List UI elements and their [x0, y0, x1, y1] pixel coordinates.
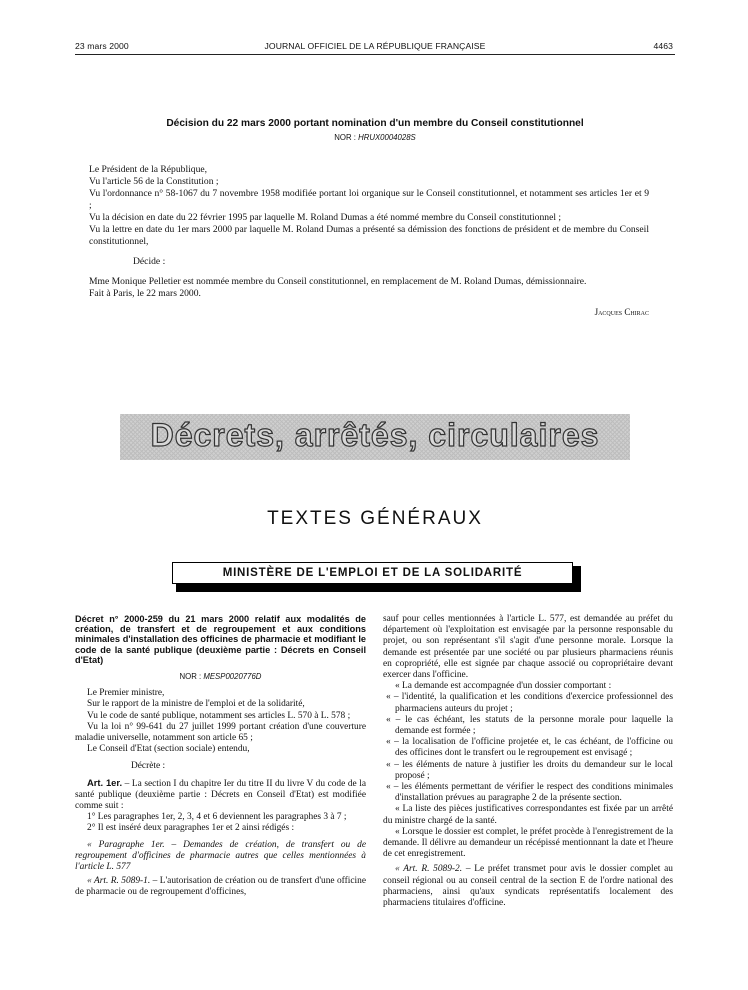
right-para: « Lorsque le dossier est complet, le préfet procède à l'enregistrement de la demande. Il délivre au demandeur un récépissé mentionnant la date et l'heure de cet enregistrement. — [383, 826, 673, 860]
decret-art-r5089-1-label: « Art. R. 5089-1. — [87, 876, 151, 887]
decision-nor — [80, 133, 670, 142]
decision-fait: Fait à Paris, le 22 mars 2000. — [89, 288, 201, 299]
decision-line: Vu la lettre en date du 1er mars 2000 par laquelle M. Roland Dumas a présenté sa démission des fonctions de président et de membre du Conseil constitutionnel, — [89, 224, 649, 247]
decret-title: Décret n° 2000-259 du 21 mars 2000 relatif aux modalités de création, de transfert et de regroupement et aux conditions minimales d'installation des officines de pharmacie et modifiant le code de la santé publique (deuxième partie : Décrets en Conseil d'Etat) — [75, 614, 366, 665]
header-journal-title: JOURNAL OFFICIEL DE LA RÉPUBLIQUE FRANÇAISE — [264, 41, 486, 51]
decret-nor-value: MESP0020776D — [203, 672, 262, 682]
decret-point2: 2° Il est inséré deux paragraphes 1er et 2 ainsi rédigés : — [87, 823, 295, 834]
right-para: sauf pour celles mentionnées à l'article L. 577, est demandée au préfet du département où l'exploitation est envisagée par la personne responsable du projet, ou son représentant s'il s'agit d'une personne morale. Lorsque la demande est présentée par une société ou par plusieurs pharmaciens réunis en copropriété, elle est signée par chaque associé ou copropriétaire devant exercer dans l'officine. — [383, 614, 673, 681]
decret-art-r5089-2-text: – Le préfet transmet pour avis le dossier complet au conseil régional ou au conseil central de la section E de l'ordre national des pharmaciens, ainsi qu'aux syndicats représentatifs localement des pharmaciens titulaires d'officine. — [383, 864, 673, 909]
bullet-item: « – le cas échéant, les statuts de la personne morale pour laquelle la demande est formée ; — [386, 714, 673, 737]
bullet-item: « – les éléments permettant de vérifier le respect des conditions minimales d'installation prévues au paragraphe 2 de la présente section. — [386, 782, 673, 804]
decret-point1: 1° Les paragraphes 1er, 2, 3, 4 et 6 deviennent les paragraphes 3 à 7 ; — [87, 812, 347, 823]
decret-para: Vu la loi n° 99-641 du 27 juillet 1999 portant création d'une couverture maladie universelle, notamment son article 65 ; — [75, 721, 366, 744]
decret-art-r5089-1 — [75, 876, 366, 898]
decret-para: Le Conseil d'Etat (section sociale) entendu, — [87, 744, 250, 755]
decret-art1-label: Art. 1er. — [87, 776, 123, 788]
decision-signature: Jacques Chirac — [594, 307, 649, 317]
decision-line: Vu la décision en date du 22 février 1995 par laquelle M. Roland Dumas a été nommé membre du Conseil constitutionnel ; — [89, 212, 562, 223]
decision-decide: Décide : — [133, 256, 166, 267]
ministere-heading: MINISTÈRE DE L'EMPLOI ET DE LA SOLIDARITÉ — [172, 562, 573, 584]
decret-art1-text: – La section I du chapitre Ier du titre II du livre V du code de la santé publique (deuxième partie : Décrets en Conseil d'Etat) est modifiée comme suit : — [75, 778, 366, 812]
decret-art1 — [75, 777, 366, 813]
bullet-item: « – la localisation de l'officine projetée et, le cas échéant, de l'officine ou des officines dont le transfert ou le regroupement est envisagé ; — [386, 737, 673, 759]
left-column — [75, 614, 366, 899]
decret-para: Le Premier ministre, — [87, 688, 165, 699]
decret-nor-label: NOR : — [179, 672, 204, 682]
decret-art-r5089-1-text: – L'autorisation de création ou de transfert d'une officine de pharmacie ou de regroupement d'officines, — [75, 876, 366, 898]
decision-line: Vu l'article 56 de la Constitution ; — [89, 176, 219, 187]
decision-nor-value: HRUX0004028S — [358, 133, 416, 142]
decret-nor — [75, 671, 366, 682]
decision-title: Décision du 22 mars 2000 portant nomination d'un membre du Conseil constitutionnel — [166, 118, 584, 129]
bullet-item: « – les éléments de nature à justifier les droits du demandeur sur le local proposé ; — [386, 759, 673, 781]
section-title: TEXTES GÉNÉRAUX — [267, 508, 483, 529]
decision-line: Vu l'ordonnance n° 58-1067 du 7 novembre 1958 modifiée portant loi organique sur le Conseil constitutionnel, et notamment ses articles 1er et 9 ; — [89, 188, 649, 211]
decision-body — [89, 164, 649, 318]
right-para: « La demande est accompagnée d'un dossier comportant : — [395, 681, 612, 692]
header-date: 23 mars 2000 — [75, 41, 129, 51]
right-column — [383, 614, 673, 909]
decret-paragraph1-heading: « Paragraphe 1er. – Demandes de création, de transfert ou de regroupement d'officines de pharmacie autres que celles mentionnées à l'article L. 577 — [75, 839, 366, 873]
section-banner-text: Décrets, arrêtés, circulaires — [150, 417, 600, 453]
decret-art-r5089-2 — [383, 864, 673, 909]
right-para: « La liste des pièces justificatives correspondantes est fixée par un arrêté du ministre chargé de la santé. — [383, 804, 673, 826]
decret-para: Vu le code de santé publique, notamment ses articles L. 570 à L. 578 ; — [87, 710, 351, 721]
decret-art-r5089-2-label: « Art. R. 5089-2. — [395, 864, 463, 875]
header-rule — [75, 54, 675, 55]
decision-text: Mme Monique Pelletier est nommée membre du Conseil constitutionnel, en remplacement de M. Roland Dumas, démissionnaire. — [89, 276, 587, 287]
bullet-item: « – l'identité, la qualification et les conditions d'exercice professionnel des pharmaciens auteurs du projet ; — [386, 692, 673, 714]
decret-decrete: Décrète : — [131, 761, 166, 772]
decision-nor-label: NOR : — [334, 133, 359, 142]
decision-line: Le Président de la République, — [89, 164, 208, 175]
decret-para: Sur le rapport de la ministre de l'emploi et de la solidarité, — [87, 699, 305, 710]
header-page-number: 4463 — [653, 41, 673, 51]
